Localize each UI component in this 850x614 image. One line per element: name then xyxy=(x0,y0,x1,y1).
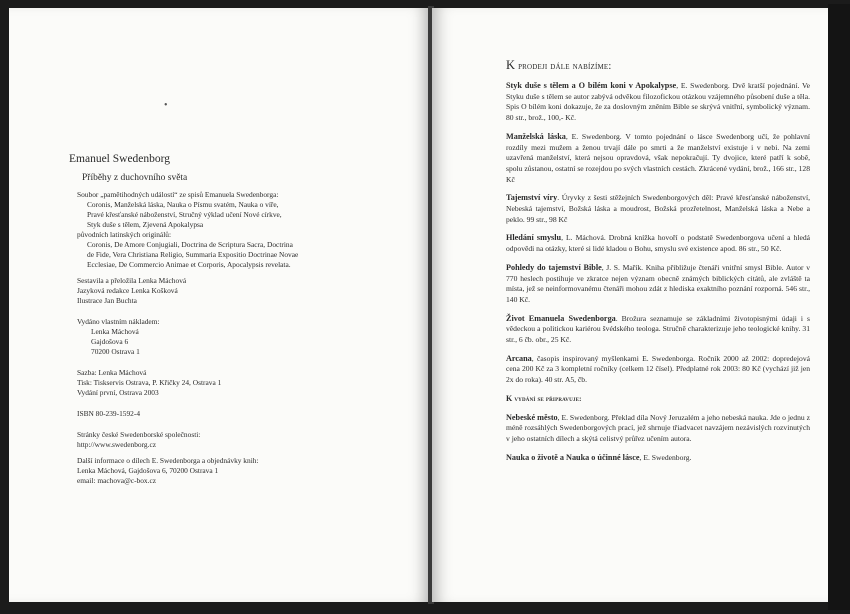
offers-heading-rest: prodeji dále nabízíme: xyxy=(518,61,612,72)
web-url[interactable]: http://www.swedenborg.cz xyxy=(77,440,157,449)
offer-text: , L. Máchová. Drobná knížka hovoří o podstatě Swedenborgova učení a hledá odpovědi na otázky, které si lidé kladou o Bohu, smyslu své existence apod. 86 str., 50 Kč. xyxy=(506,233,811,254)
info-address: Lenka Máchová, Gajdošova 6, 70200 Ostrava 1 xyxy=(77,466,219,475)
publisher-block xyxy=(77,317,357,357)
production-block xyxy=(77,368,357,398)
offer-title: Tajemství víry xyxy=(506,193,558,203)
offer-title: Styk duše s tělem a O bílém koni v Apokalypse xyxy=(506,81,677,90)
credit-line: Jazyková redakce Lenka Košková xyxy=(77,286,178,295)
offer-title: Život Emanuela Swedenborga xyxy=(506,313,616,323)
book-edge-shadow xyxy=(828,4,850,610)
publisher-line: 70200 Ostrava 1 xyxy=(91,347,140,356)
offer-item xyxy=(506,193,810,225)
originals-line: de Fide, Vera Christiana Religio, Summaria Expositio Doctrinae Novae xyxy=(87,250,299,259)
edition-line: Vydání první, Ostrava 2003 xyxy=(77,388,159,397)
offer-text: , E. Swedenborg. V tomto pojednání o lásce Swedenborg učí, že pohlavní rozdíly mezi mužem a ženou trvají dále po smrti a že manželství existuje i v nebi. Na zemi uzavřená manželství, která nejsou opravdová, však nepokračují. Ty dvojice, které patří k sobě, spolu zůstanou, ostatní se rozejdou po svých vlastních cestách. Zkrácené vydání, brož., 166 str., 128 Kč xyxy=(506,131,810,184)
offer-title: Arcana xyxy=(506,353,532,363)
typesetting-line: Sazba: Lenka Máchová xyxy=(77,368,147,377)
publisher-label: Vydáno vlastním nákladem: xyxy=(77,317,160,326)
info-label: Další informace o dílech E. Swedenborga a objednávky knih: xyxy=(77,456,259,465)
collection-line: Pravé křesťanské náboženství, Stručný výklad učení Nové církve, xyxy=(87,210,282,219)
print-line: Tisk: Tiskservis Ostrava, P. Křičky 24, Ostrava 1 xyxy=(77,378,222,387)
offer-title: Pohledy do tajemství Bible xyxy=(506,262,602,272)
originals-line: Ecclesiae, De Commercio Animae et Corporis, Apocalypsis revelata. xyxy=(87,260,291,269)
offer-item xyxy=(506,81,810,124)
originals-line: Coronis, De Amore Conjugiali, Doctrina de Scriptura Sacra, Doctrina xyxy=(87,240,293,249)
page-mark-dot: • xyxy=(164,100,168,111)
offers-list xyxy=(506,81,810,471)
info-block xyxy=(77,456,357,486)
offer-text: . Úryvky z šesti stěžejních Swedenborgových děl: Pravé křesťanské náboženství, Nebeská tajemství, Božská láska a moudrost, Božská prozřetelnost, Manželská láska a Nebe a peklo. 99 str., 98 Kč xyxy=(506,193,810,224)
publisher-line: Gajdošova 6 xyxy=(91,337,129,346)
contact-email[interactable]: email: machova@c-box.cz xyxy=(77,476,157,485)
upcoming-heading-initial: K xyxy=(506,393,513,403)
upcoming-text: , E. Swedenborg. xyxy=(639,452,692,462)
upcoming-heading-rest: vydání se připravuje: xyxy=(514,395,582,403)
collection-line: Styk duše s tělem, Zjevená Apokalypsa xyxy=(87,220,204,229)
offer-text: , časopis inspirovaný myšlenkami E. Swedenborga. Ročník 2000 až 2002: dopredejová cena 200 Kč za 3 kompletní ročníky (celkem 12 čísel). Předplatné rok 2003: 80 Kč (vychází již jen 2x do roka). 40 str. A5, čb. xyxy=(506,353,810,385)
offer-item xyxy=(506,132,810,186)
publisher-line: Lenka Máchová xyxy=(91,327,139,336)
originals-intro: původních latinských originálů: xyxy=(77,230,172,239)
collection-block xyxy=(77,190,357,270)
imprint-block xyxy=(69,152,357,492)
offers-heading xyxy=(506,58,612,73)
offer-text: , E. Swedenborg. Dvě kratší pojednání. Ve Styku duše s tělem se autor zabývá odvěkou filozofickou otázkou vzájemného působení duše a těla. Spis O bílém koni dokazuje, že za doslovným zněním Bible se skrývá vnitřní, symbolický význam. 80 str., brož., 100,- Kč. xyxy=(506,81,811,123)
offer-title: Manželská láska xyxy=(506,131,566,141)
upcoming-heading xyxy=(506,394,810,406)
isbn: ISBN 80-239-1592-4 xyxy=(77,409,141,418)
collection-intro: Soubor „pamětihodných událostí“ ze spisů Emanuela Swedenborga: xyxy=(77,190,279,199)
offer-item xyxy=(506,314,810,346)
book-title: Příběhy z duchovního světa xyxy=(82,173,188,183)
upcoming-text: , E. Swedenborg. Překlad díla Nový Jeruzalém a jeho nebeská nauka. Jde o jednu z méně rozsáhlých Swedenborgových prací, jež shrnuje třiadvacet navzájem nezávislých rozvinutých v jeho ostatních dílech a skýtá celistvý průřez učením autora. xyxy=(506,412,810,443)
offer-text: , J. S. Mařík. Kniha přibližuje čtenáři vnitřní smysl Bible. Autor v 770 heslech postihuje ve zkratce nejen význam obecně známých biblických citátů, ale zvláště ta místa, jež se neinformovanému čtenáři mohou zdát z hlediska exaktního poznání rozporná. 546 str., 140 Kč. xyxy=(506,262,810,304)
upcoming-item xyxy=(506,413,810,445)
web-label: Stránky české Swedenborské společnosti: xyxy=(77,430,201,439)
offer-item xyxy=(506,263,810,306)
upcoming-item xyxy=(506,453,810,464)
offer-title: Hledání smyslu xyxy=(506,233,562,243)
offer-text: . Brožura seznamuje se základními životopisnými údaji i s vědeckou a politickou kariérou švédského teologa. Stručně charakterizuje jeho teologické knihy. 31 str., 6 čb. obr., 25 Kč. xyxy=(506,313,810,345)
collection-line: Coronis, Manželská láska, Nauka o Písmu svatém, Nauka o víře, xyxy=(87,200,279,209)
author-name: Emanuel Swedenborg xyxy=(69,153,171,165)
upcoming-title: Nebeské město xyxy=(506,412,558,422)
upcoming-title: Nauka o životě a Nauka o účinné lásce xyxy=(506,452,640,462)
offer-item xyxy=(506,233,810,254)
web-block xyxy=(77,430,357,450)
offers-heading-initial: K xyxy=(506,58,516,72)
offer-item xyxy=(506,354,810,386)
credits-block xyxy=(77,276,357,306)
credit-line: Sestavila a přeložila Lenka Máchová xyxy=(77,276,187,285)
credit-line: Ilustrace Jan Buchta xyxy=(77,296,137,305)
